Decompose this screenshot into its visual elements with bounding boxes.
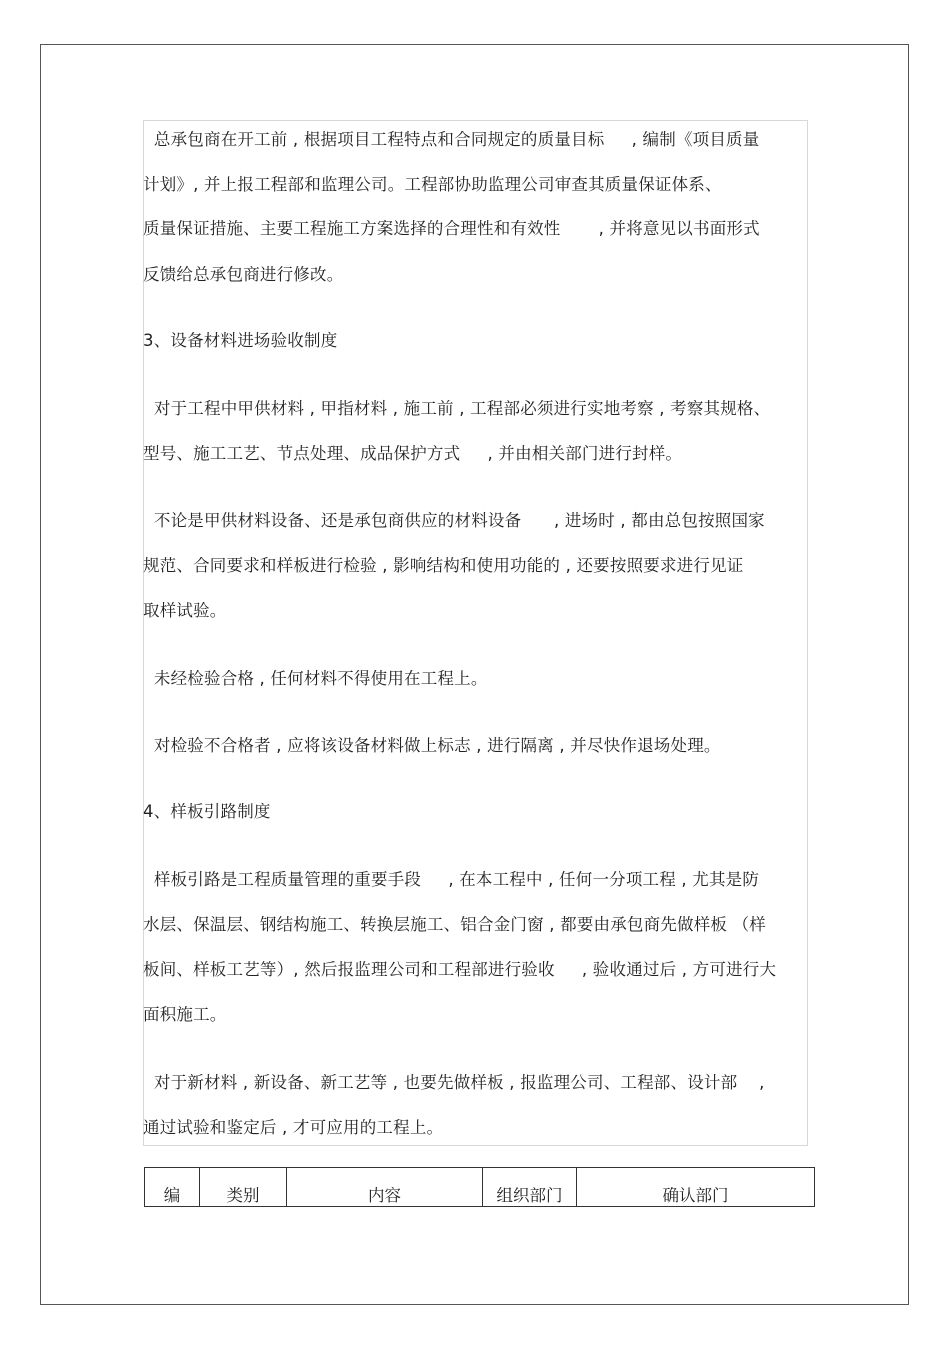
table-header-cell: 类别 [200,1168,287,1206]
paragraph-line: 对于工程中甲供材料 , 甲指材料 , 施工前 , 工程部必须进行实地考察 , 考察其规格、 [143,399,771,418]
paragraph-line: 面积施工。 [143,1005,227,1024]
section-heading: 3、设备材料进场验收制度 [143,331,338,350]
paragraph-line: 型号、施工工艺、节点处理、成品保护方式 , 并由相关部门进行封样。 [143,444,683,463]
header-table [144,1167,815,1207]
paragraph-line: 未经检验合格 , 任何材料不得使用在工程上。 [143,669,488,688]
table-header-cell: 确认部门 [662,1186,729,1205]
table-header-cell: 编 [145,1168,200,1206]
paragraph-line: 通过试验和鉴定后 , 才可应用的工程上。 [143,1118,444,1137]
paragraph-line: 总承包商在开工前 , 根据项目工程特点和合同规定的质量目标 , 编制《项目质量 [143,130,760,149]
paragraph-line: 样板引路是工程质量管理的重要手段 , 在本工程中 , 任何一分项工程 , 尤其是防 [143,870,760,889]
paragraph-line: 取样试验。 [143,601,227,620]
table-header-cell: 内容 [287,1168,483,1206]
paragraph-line: 不论是甲供材料设备、还是承包商供应的材料设备 , 进场时 , 都由总包按照国家 [143,511,765,530]
paragraph-line: 质量保证措施、主要工程施工方案选择的合理性和有效性 , 并将意见以书面形式 [143,219,760,238]
paragraph-line: 板间、样板工艺等）, 然后报监理公司和工程部进行验收 , 验收通过后 , 方可进行大 [143,960,777,979]
paragraph-line: 规范、合同要求和样板进行检验 , 影响结构和使用功能的 , 还要按照要求进行见证 [143,556,744,575]
paragraph-line: 计划》, 并上报工程部和监理公司。工程部协助监理公司审查其质量保证体系、 [143,175,722,194]
paragraph-line: 反馈给总承包商进行修改。 [143,265,344,284]
table-header-cell: 组织部门 [483,1168,577,1206]
paragraph-line: 水层、保温层、钢结构施工、转换层施工、铝合金门窗 , 都要由承包商先做样板 （样 [143,915,766,934]
paragraph-line: 对检验不合格者 , 应将该设备材料做上标志 , 进行隔离 , 并尽快作退场处理。 [143,736,721,755]
section-heading: 4、样板引路制度 [143,802,271,821]
paragraph-line: 对于新材料 , 新设备、新工艺等 , 也要先做样板 , 报监理公司、工程部、设计部 , [143,1073,765,1092]
